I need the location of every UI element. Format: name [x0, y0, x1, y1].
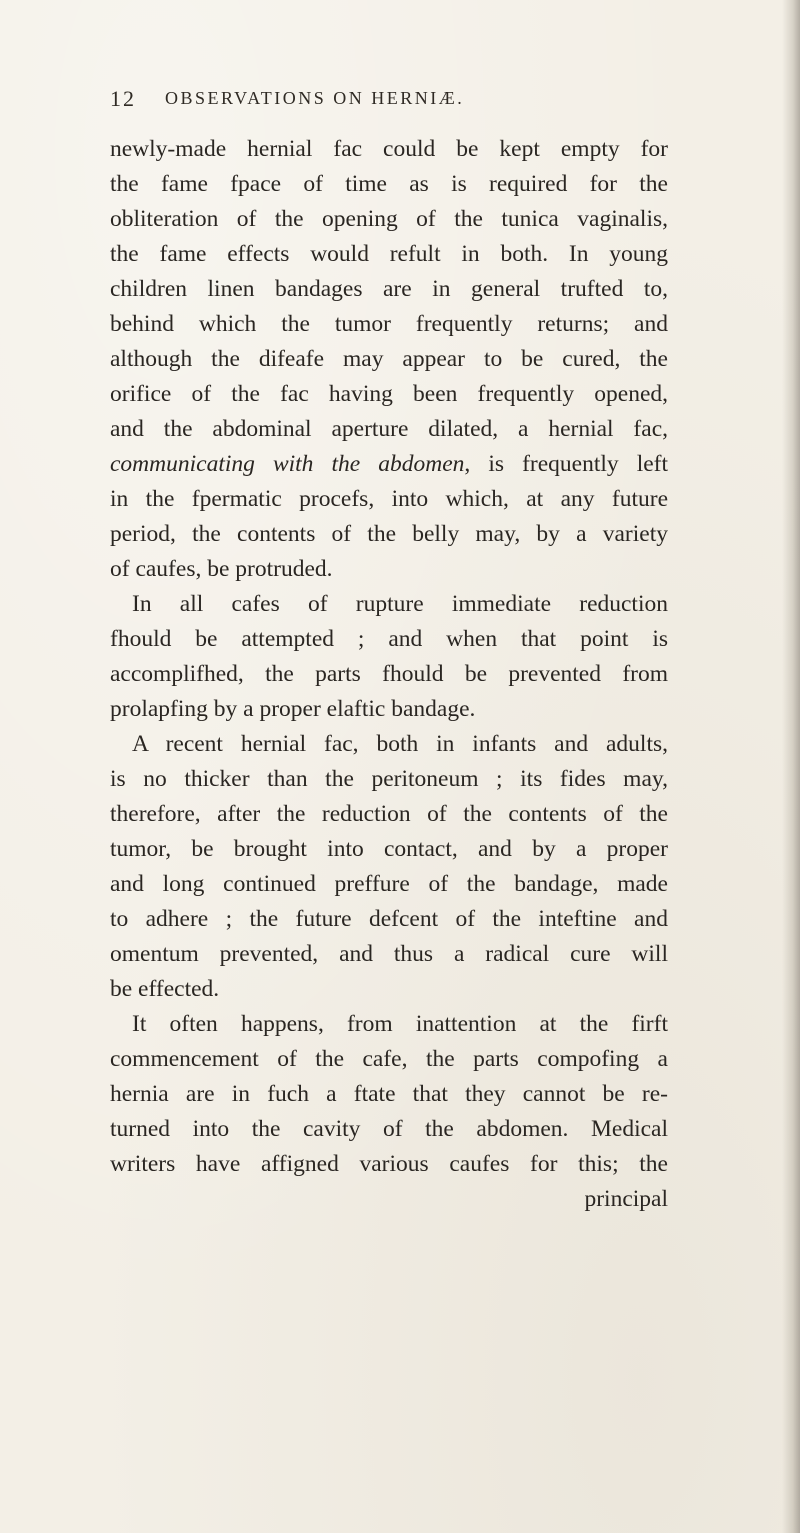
text-line: orifice of the fac having been frequently opened, — [110, 381, 668, 407]
text-line: to adhere ; the future defcent of the inteftine and — [110, 906, 668, 932]
text-line: omentum prevented, and thus a radical cure will — [110, 941, 668, 967]
body-text — [110, 132, 668, 1217]
text-line: behind which the tumor frequently returns; and — [110, 311, 668, 337]
text-line: obliteration of the opening of the tunica vaginalis, — [110, 206, 668, 232]
text-line: although the difeafe may appear to be cured, the — [110, 346, 668, 372]
paragraph-end-line: of caufes, be protruded. — [110, 556, 333, 582]
text-line: is no thicker than the peritoneum ; its fides may, — [110, 766, 668, 792]
italic-phrase: communicating with the abdomen — [110, 451, 465, 477]
page-number: 12 — [110, 86, 136, 111]
catchword: principal — [584, 1186, 668, 1212]
text-line: turned into the cavity of the abdomen. Medical — [110, 1116, 668, 1142]
text-line: the fame effects would refult in both. In young — [110, 241, 668, 267]
text-line: tumor, be brought into contact, and by a proper — [110, 836, 668, 862]
paragraph-end-line: prolapfing by a proper elaftic bandage. — [110, 696, 476, 722]
text-line: hernia are in fuch a ftate that they cannot be re- — [110, 1081, 668, 1107]
text-line-italic-phrase — [110, 447, 668, 482]
text-line: period, the contents of the belly may, by a variety — [110, 521, 668, 547]
text-line: newly-made hernial fac could be kept empty for — [110, 136, 668, 162]
text-line: the fame fpace of time as is required for the — [110, 171, 668, 197]
text-line: and long continued preffure of the bandage, made — [110, 871, 668, 897]
running-head — [110, 82, 670, 122]
text-line: commencement of the cafe, the parts compofing a — [110, 1046, 668, 1072]
text-line: accomplifhed, the parts fhould be prevented from — [110, 661, 668, 687]
paragraph-end-line: be effected. — [110, 976, 220, 1002]
text-line: in the fpermatic procefs, into which, at any future — [110, 486, 668, 512]
paragraph-start-line: A recent hernial fac, both in infants and adults, — [132, 731, 668, 757]
line-remainder: , is frequently left — [464, 451, 669, 477]
text-line: therefore, after the reduction of the contents of the — [110, 801, 668, 827]
text-line: fhould be attempted ; and when that point is — [110, 626, 668, 652]
paragraph-start-line: In all cafes of rupture immediate reduction — [132, 591, 668, 617]
text-line: writers have affigned various caufes for this; the — [110, 1151, 668, 1177]
text-line: and the abdominal aperture dilated, a hernial fac, — [110, 416, 668, 442]
page-edge-shadow — [782, 0, 800, 1533]
paragraph-start-line: It often happens, from inattention at the firft — [132, 1011, 668, 1037]
text-line: children linen bandages are in general trufted to, — [110, 276, 668, 302]
running-title: OBSERVATIONS ON HERNIÆ. — [165, 88, 465, 108]
